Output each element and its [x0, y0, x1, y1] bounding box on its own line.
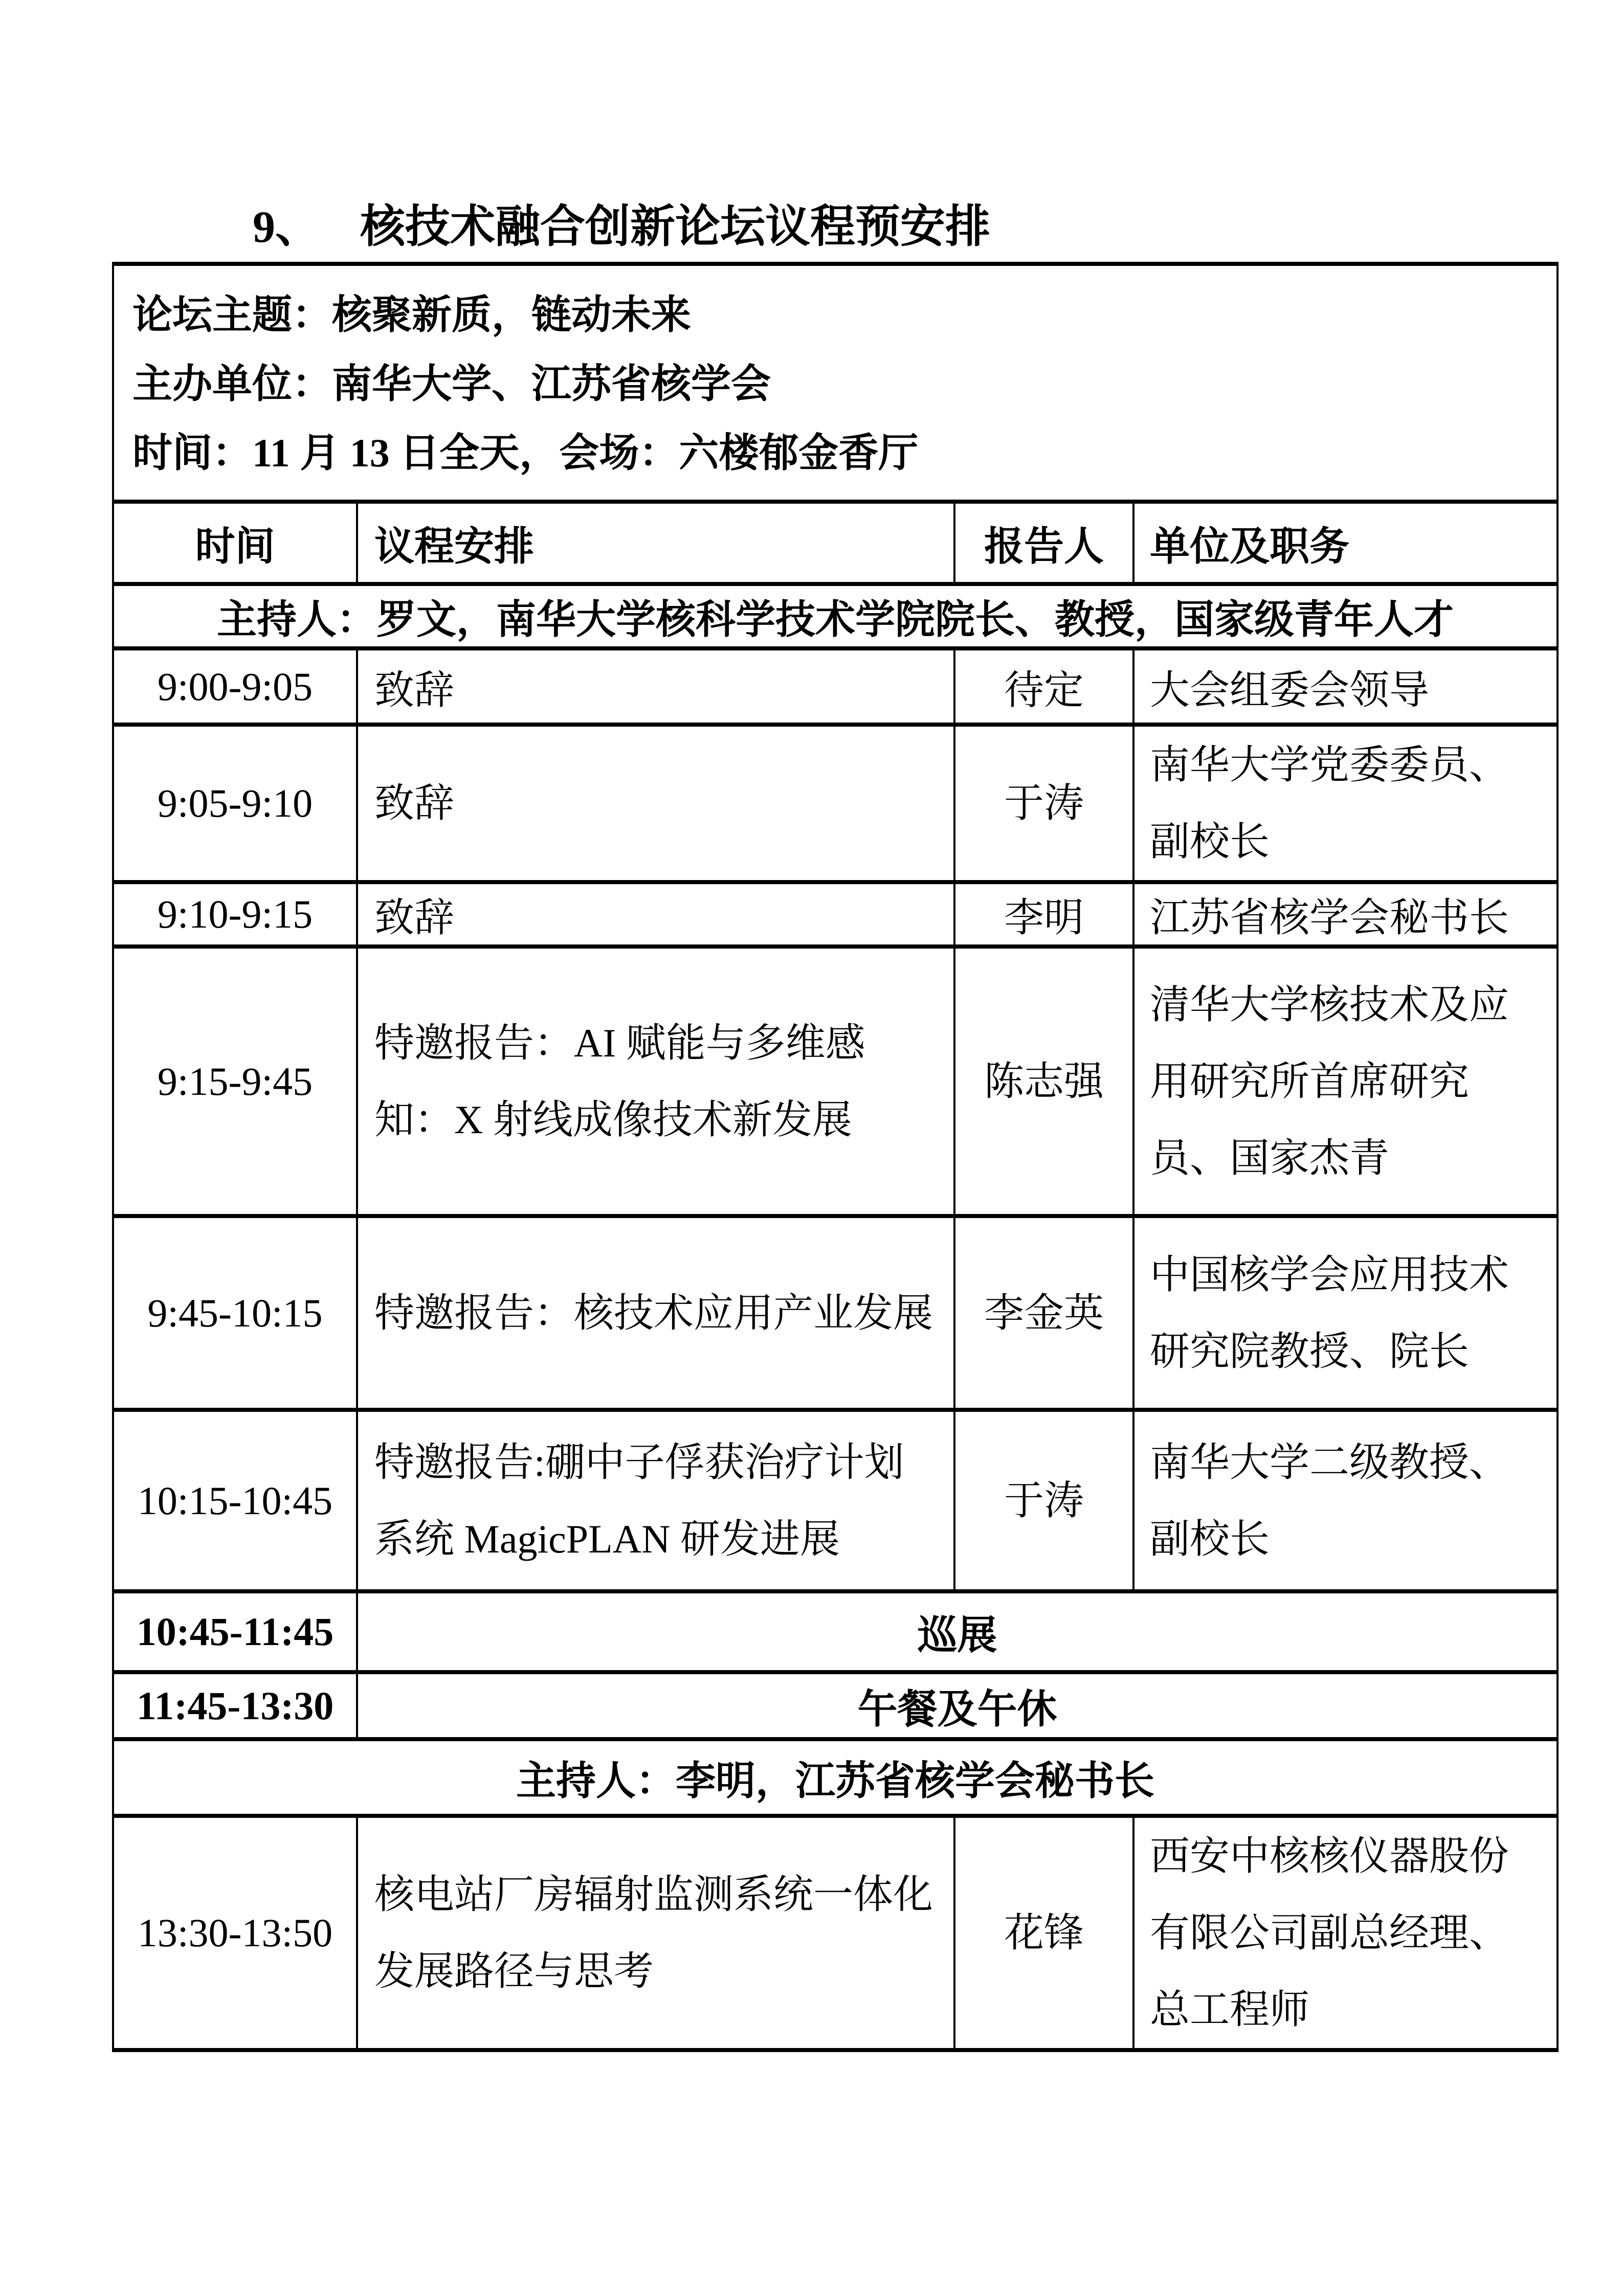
- moderator-1-label: 主持人：罗文，南华大学核科学技术学院院长、教授，国家级青年人才: [113, 584, 1558, 648]
- row-agenda: 特邀报告:硼中子俘获治疗计划系统 MagicPLAN 研发进展: [357, 1410, 954, 1591]
- table-row: [113, 1216, 1558, 1410]
- forum-theme: 论坛主题：核聚新质，链动未来: [132, 292, 692, 337]
- row-speaker: 于涛: [954, 1410, 1133, 1591]
- row-affiliation: 西安中核核仪器股份有限公司副总经理、总工程师: [1133, 1816, 1558, 2050]
- table-row: [113, 725, 1558, 882]
- row-agenda: 特邀报告：核技术应用产业发展: [357, 1216, 954, 1410]
- row-agenda: 致辞: [357, 725, 954, 882]
- row-affiliation: 南华大学党委委员、副校长: [1133, 725, 1558, 882]
- header-time: 时间: [113, 502, 357, 584]
- row-time: 9:10-9:15: [113, 882, 357, 947]
- exhibition-label: 巡展: [357, 1591, 1558, 1672]
- forum-organizer: 主办单位：南华大学、江苏省核学会: [132, 362, 771, 406]
- header-speaker: 报告人: [954, 502, 1133, 584]
- table-row-exhibition: [113, 1591, 1558, 1672]
- forum-info-cell: [113, 264, 1558, 502]
- row-speaker: 于涛: [954, 725, 1133, 882]
- lunch-label: 午餐及午休: [357, 1672, 1558, 1739]
- row-agenda: 特邀报告：AI 赋能与多维感知：X 射线成像技术新发展: [357, 947, 954, 1216]
- row-agenda: 核电站厂房辐射监测系统一体化发展路径与思考: [357, 1816, 954, 2050]
- table-row-forum-info: [113, 264, 1558, 502]
- moderator-2-label: 主持人：李明，江苏省核学会秘书长: [113, 1739, 1558, 1816]
- row-affiliation: 南华大学二级教授、副校长: [1133, 1410, 1558, 1591]
- table-row: [113, 648, 1558, 725]
- table-row-moderator-2: [113, 1739, 1558, 1816]
- row-speaker: 花锋: [954, 1816, 1133, 2050]
- row-affiliation: 清华大学核技术及应用研究所首席研究员、国家杰青: [1133, 947, 1558, 1216]
- row-time: 9:05-9:10: [113, 725, 357, 882]
- row-affiliation: 大会组委会领导: [1133, 648, 1558, 725]
- row-agenda: 致辞: [357, 648, 954, 725]
- table-row: [113, 1410, 1558, 1591]
- table-row: [113, 1816, 1558, 2050]
- row-affiliation: 中国核学会应用技术研究院教授、院长: [1133, 1216, 1558, 1410]
- page-title-text: 核技术融合创新论坛议程预安排: [360, 202, 991, 252]
- row-time: 9:15-9:45: [113, 947, 357, 1216]
- row-time: 11:45-13:30: [113, 1672, 357, 1739]
- table-header-row: [113, 502, 1558, 584]
- row-time: 10:45-11:45: [113, 1591, 357, 1672]
- header-agenda: 议程安排: [357, 502, 954, 584]
- row-time: 10:15-10:45: [113, 1410, 357, 1591]
- row-speaker: 李明: [954, 882, 1133, 947]
- agenda-table: [112, 262, 1559, 2052]
- row-time: 9:00-9:05: [113, 648, 357, 725]
- row-time: 9:45-10:15: [113, 1216, 357, 1410]
- row-speaker: 陈志强: [954, 947, 1133, 1216]
- row-affiliation: 江苏省核学会秘书长: [1133, 882, 1558, 947]
- forum-time-venue: 时间：11 月 13 日全天，会场：六楼郁金香厅: [132, 431, 919, 475]
- row-speaker: 待定: [954, 648, 1133, 725]
- table-row-lunch: [113, 1672, 1558, 1739]
- table-row: [113, 947, 1558, 1216]
- row-time: 13:30-13:50: [113, 1816, 357, 2050]
- page-title: [253, 199, 1624, 256]
- table-row-moderator-1: [113, 584, 1558, 648]
- row-agenda: 致辞: [357, 882, 954, 947]
- table-row: [113, 882, 1558, 947]
- header-affiliation: 单位及职务: [1133, 502, 1558, 584]
- row-speaker: 李金英: [954, 1216, 1133, 1410]
- page-title-number: 9、: [253, 202, 321, 252]
